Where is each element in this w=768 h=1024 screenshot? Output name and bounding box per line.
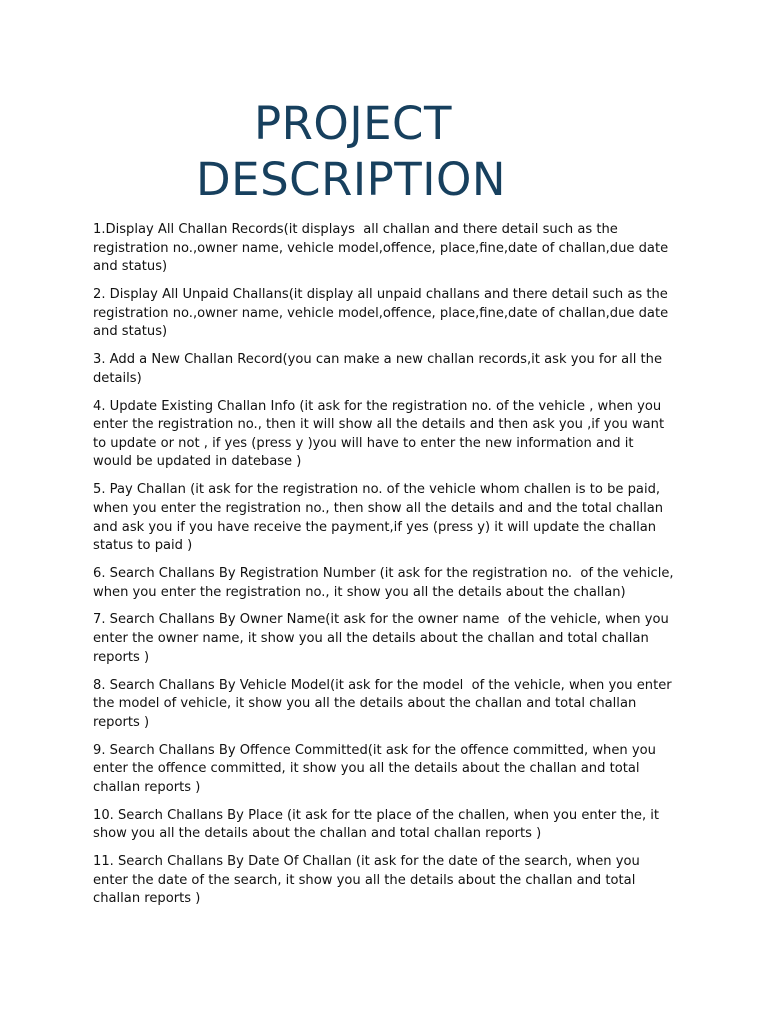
list-item: 3. Add a New Challan Record(you can make a new challan records,it ask you for all the details)	[93, 352, 667, 386]
page-title	[196, 96, 556, 208]
list-item: 1.Display All Challan Records(it displays all challan and there detail such as the registration no.,owner name, vehicle model,offence, place,fine,date of challan,due date and status)	[93, 222, 673, 275]
title-line-2: DESCRIPTION	[196, 153, 507, 206]
list-item: 5. Pay Challan (it ask for the registration no. of the vehicle whom challen is to be paid, when you enter the registration no., then show all the details and and the total challan and ask you if you have receive the payment,if yes (press y) it will update the challan status to paid )	[93, 482, 668, 554]
title-line-1: PROJECT	[254, 97, 452, 150]
feature-list	[93, 221, 678, 918]
list-item: 4. Update Existing Challan Info (it ask for the registration no. of the vehicle , when you enter the registration no., then it will show all the details and then ask you ,if you want to update or not , if yes (press y )you will have to enter the new information and it would be updated in datebase )	[93, 398, 669, 470]
list-item: 11. Search Challans By Date Of Challan (it ask for the date of the search, when you enter the date of the search, it show you all the details about the challan and total challan reports )	[93, 854, 644, 907]
list-item: 10. Search Challans By Place (it ask for tte place of the challen, when you enter the, it show you all the details about the challan and total challan reports )	[93, 807, 664, 842]
list-item: 7. Search Challans By Owner Name(it ask for the owner name of the vehicle, when you enter the owner name, it show you all the details about the challan and total challan reports )	[93, 612, 673, 665]
list-item: 9. Search Challans By Offence Committed(it ask for the offence committed, when you enter the offence committed, it show you all the details about the challan and total challan reports )	[93, 742, 661, 795]
list-item: 6. Search Challans By Registration Number (it ask for the registration no. of the vehicle, when you enter the registration no., it show you all the details about the challan)	[93, 565, 678, 600]
list-item: 8. Search Challans By Vehicle Model(it ask for the model of the vehicle, when you enter the model of vehicle, it show you all the details about the challan and total challan reports )	[93, 677, 676, 730]
list-item: 2. Display All Unpaid Challans(it display all unpaid challans and there detail such as the registration no.,owner name, vehicle model,offence, place,fine,date of challan,due date and status)	[93, 287, 673, 340]
